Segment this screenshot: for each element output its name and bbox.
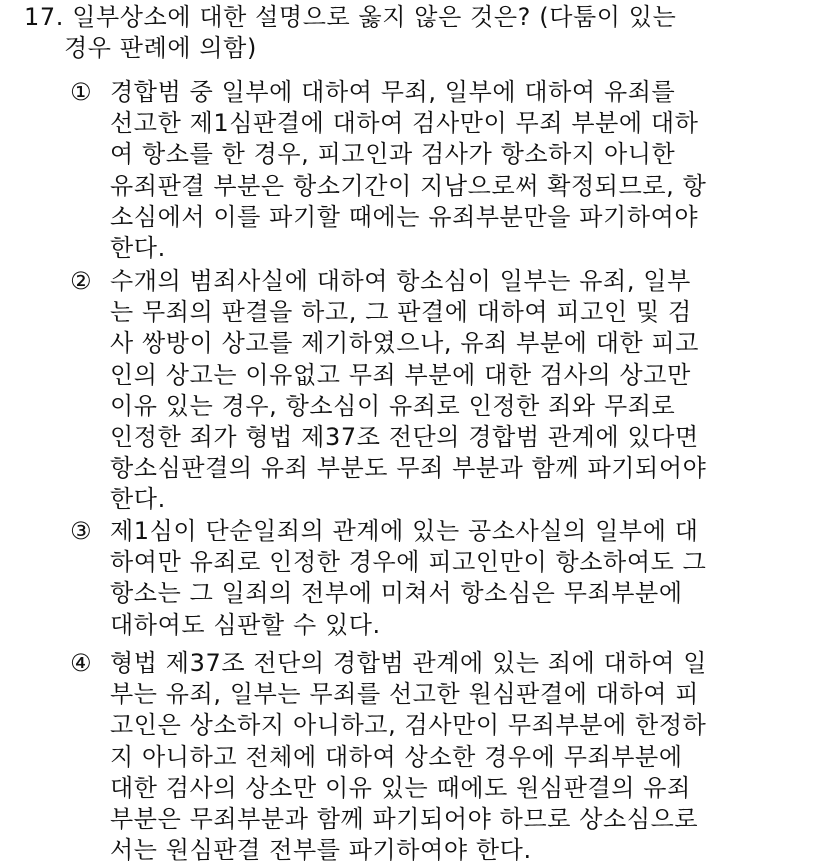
choice-line: 하여만 유죄로 인정한 경우에 피고인만이 항소하여도 그 <box>110 548 707 577</box>
choice-marker-1: ① <box>70 78 93 106</box>
choice-line: 지 아니하고 전체에 대하여 상소한 경우에 무죄부분에 <box>110 742 683 771</box>
choice-line: 제1심이 단순일죄의 관계에 있는 공소사실의 일부에 대 <box>110 517 699 545</box>
choice-line: 수개의 범죄사실에 대하여 항소심이 일부는 유죄, 일부 <box>110 267 691 295</box>
choice-line: 형법 제37조 전단의 경합범 관계에 있는 죄에 대하여 일 <box>110 649 708 677</box>
choice-marker-4: ④ <box>70 649 93 677</box>
choice-line: 대하여도 심판할 수 있다. <box>110 610 381 639</box>
choice-line: 서는 원심판결 전부를 파기하여야 한다. <box>110 836 532 865</box>
choice-line: 소심에서 이를 파기할 때에는 유죄부분만을 파기하여야 <box>110 202 699 231</box>
question-stem <box>24 2 814 64</box>
choice-3[interactable] <box>70 516 820 641</box>
choice-line: 경합범 중 일부에 대하여 무죄, 일부에 대하여 유죄를 <box>110 78 676 106</box>
question-line-1: 17. 일부상소에 대한 설명으로 옳지 않은 것은? (다툼이 있는 <box>24 3 677 31</box>
choice-2[interactable] <box>70 266 820 516</box>
choice-line: 대한 검사의 상소만 이유 있는 때에도 원심판결의 유죄 <box>110 773 691 802</box>
choice-line: 이유 있는 경우, 항소심이 유죄로 인정한 죄와 무죄로 <box>110 391 676 420</box>
choice-line: 한다. <box>110 485 166 514</box>
choice-line: 항소심판결의 유죄 부분도 무죄 부분과 함께 파기되어야 <box>110 454 707 483</box>
choice-line: 인의 상고는 이유없고 무죄 부분에 대한 검사의 상고만 <box>110 360 691 389</box>
choice-marker-3: ③ <box>70 517 93 545</box>
choice-line: 는 무죄의 판결을 하고, 그 판결에 대하여 피고인 및 검 <box>110 298 692 327</box>
choice-line: 선고한 제1심판결에 대하여 검사만이 무죄 부분에 대하 <box>110 109 699 138</box>
choice-1[interactable] <box>70 77 820 264</box>
choice-line: 여 항소를 한 경우, 피고인과 검사가 항소하지 아니한 <box>110 140 676 169</box>
choice-line: 항소는 그 일죄의 전부에 미쳐서 항소심은 무죄부분에 <box>110 579 683 608</box>
choice-line: 부는 유죄, 일부는 무죄를 선고한 원심판결에 대하여 피 <box>110 680 700 709</box>
choice-line: 한다. <box>110 234 166 263</box>
choice-line: 인정한 죄가 형법 제37조 전단의 경합범 관계에 있다면 <box>110 423 699 452</box>
choice-line: 부분은 무죄부분과 함께 파기되어야 하므로 상소심으로 <box>110 805 699 834</box>
choice-line: 사 쌍방이 상고를 제기하였으나, 유죄 부분에 대한 피고 <box>110 329 700 358</box>
choice-marker-2: ② <box>70 267 93 295</box>
choice-line: 유죄판결 부분은 항소기간이 지남으로써 확정되므로, 항 <box>110 171 707 200</box>
choice-line: 고인은 상소하지 아니하고, 검사만이 무죄부분에 한정하 <box>110 711 707 740</box>
question-line-2: 경우 판례에 의함) <box>64 34 257 62</box>
choice-4[interactable] <box>70 648 820 866</box>
